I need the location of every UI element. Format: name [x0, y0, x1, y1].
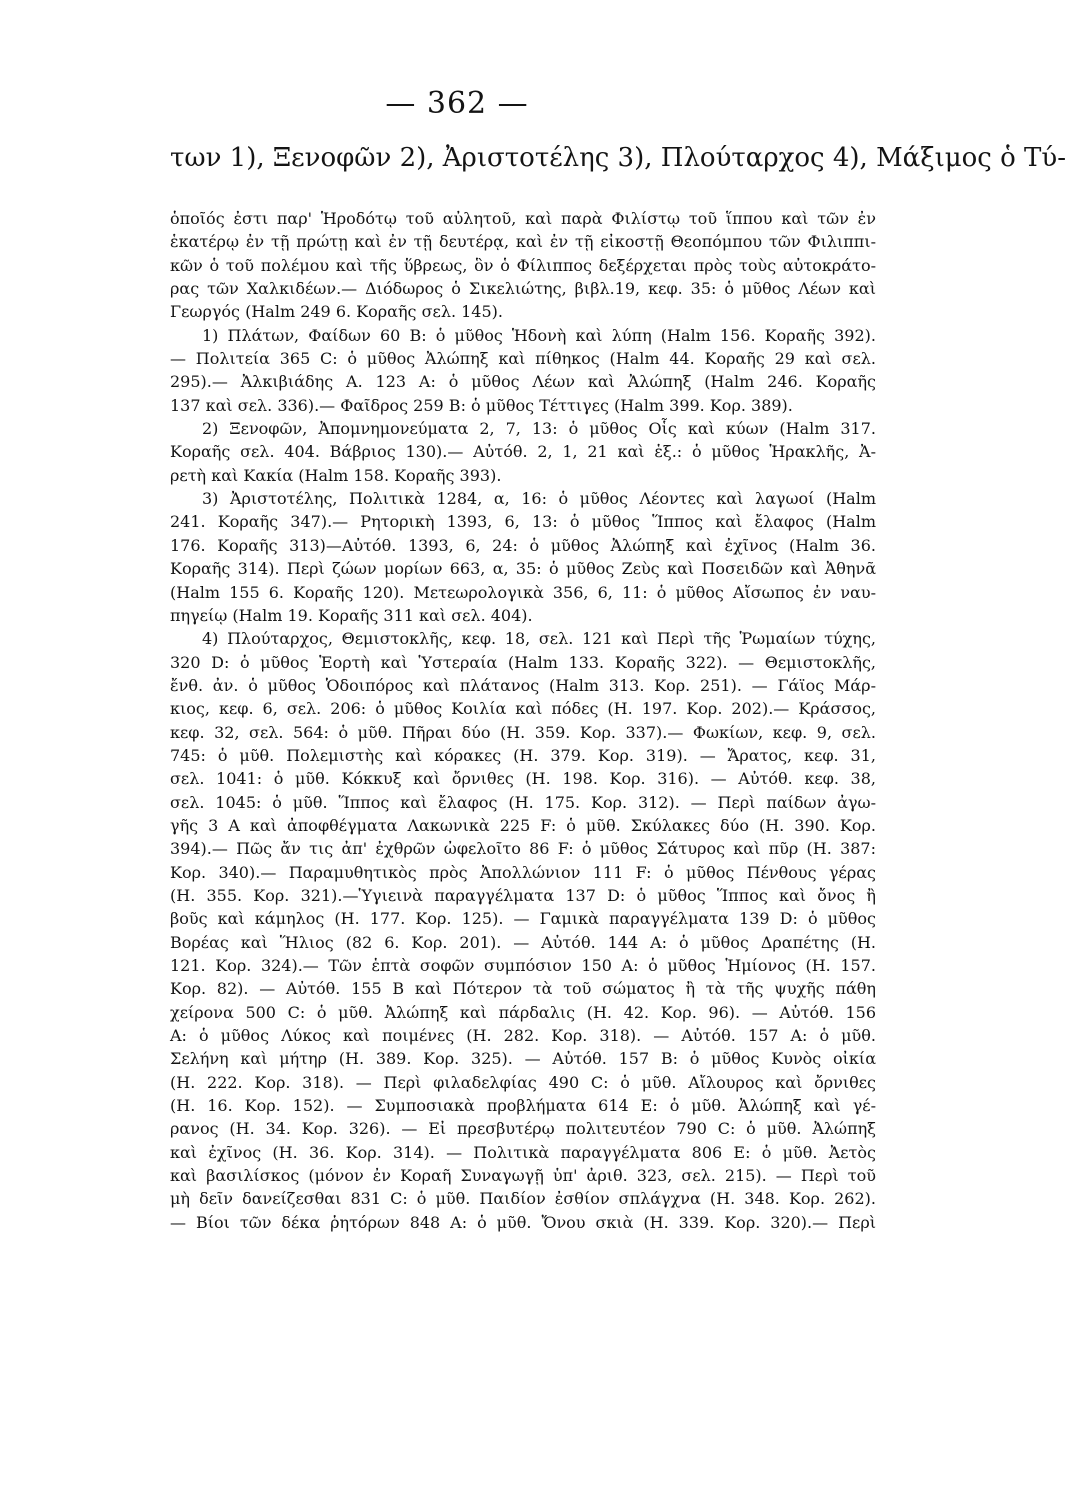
footnote-line: ἑκατέρῳ ἐν τῇ πρώτῃ καὶ ἐν τῇ δευτέρᾳ, καὶ ἐν τῇ εἰκοστῇ Θεοπόμπου τῶν Φιλιππι- [170, 232, 876, 252]
footnote-line: σελ. 1041: ὁ μῦθ. Κόκκυξ καὶ ὄρνιθες (H. 198. Κορ. 316). — Αὐτόθ. κεφ. 38, [170, 769, 876, 789]
footnote-line: (H. 355. Κορ. 321).—Ὑγιεινὰ παραγγέλματα 137 D: ὁ μῦθος Ἵππος καὶ ὄνος ἢ [170, 885, 876, 905]
footnote-line: ὁποῖός ἐστι παρ' Ἡροδότῳ τοῦ αὐλητοῦ, καὶ παρὰ Φιλίστῳ τοῦ ἵππου καὶ τῶν ἐν [170, 209, 876, 228]
footnote-line: γῆς 3 Α καὶ ἀποφθέγματα Λακωνικὰ 225 F: ὁ μῦθ. Σκύλακες δύο (H. 390. Κορ. [170, 815, 876, 835]
footnote-line: 320 D: ὁ μῦθος Ἑορτὴ καὶ Ὑστεραία (Halm 133. Κοραῆς 322). — Θεμιστοκλῆς, [170, 652, 876, 672]
footnote-line: Γεωργός (Halm 249 6. Κοραῆς σελ. 145). [170, 302, 503, 322]
footnote-line: (H. 16. Κορ. 152). — Συμποσιακὰ προβλήματα 614 E: ὁ μῦθ. Ἀλώπηξ καὶ γέ- [170, 1096, 876, 1116]
footnote-line: 394).— Πῶς ἄν τις ἀπ' ἐχθρῶν ὠφελοῖτο 86 F: ὁ μῦθος Σάτυρος καὶ πῦρ (H. 387: [170, 839, 876, 859]
footnote-line: 4) Πλούταρχος, Θεμιστοκλῆς, κεφ. 18, σελ. 121 καὶ Περὶ τῆς Ῥωμαίων τύχης, [202, 629, 876, 649]
footnote-line: καὶ ἐχῖνος (H. 36. Κορ. 314). — Πολιτικὰ παραγγέλματα 806 E: ὁ μῦθ. Ἀετὸς [170, 1142, 876, 1162]
footnote-line: 745: ὁ μῦθ. Πολεμιστὴς καὶ κόρακες (H. 379. Κορ. 319). — Ἄρατος, κεφ. 31, [170, 745, 876, 765]
footnote-line: κεφ. 32, σελ. 564: ὁ μῦθ. Πῆραι δύο (H. 359. Κορ. 337).— Φωκίων, κεφ. 9, σελ. [170, 722, 876, 742]
footnote-line: 1) Πλάτων, Φαίδων 60 B: ὁ μῦθος Ἡδονὴ καὶ λύπη (Halm 156. Κοραῆς 392). [202, 325, 876, 345]
footnote-line: 3) Ἀριστοτέλης, Πολιτικὰ 1284, α, 16: ὁ μῦθος Λέοντες καὶ λαγωοί (Halm [202, 489, 876, 509]
footnote-line: 295).— Ἀλκιβιάδης Α. 123 Α: ὁ μῦθος Λέων καὶ Ἀλώπηξ (Halm 246. Κοραῆς [170, 372, 876, 392]
footnote-line: χείρονα 500 C: ὁ μῦθ. Ἀλώπηξ καὶ πάρδαλις (H. 42. Κορ. 96). — Αὐτόθ. 156 [170, 1002, 876, 1022]
footnote-line: ρανος (H. 34. Κορ. 326). — Εἰ πρεσβυτέρῳ πολιτευτέον 790 C: ὁ μῦθ. Ἀλώπηξ [170, 1119, 876, 1139]
footnote-line: 2) Ξενοφῶν, Ἀπομνημονεύματα 2, 7, 13: ὁ μῦθος Οἷς καὶ κύων (Halm 317. [202, 419, 876, 439]
footnotes [170, 207, 876, 1234]
footnote-line: πηγείῳ (Halm 19. Κοραῆς 311 καὶ σελ. 404). [170, 605, 533, 625]
footnote-line: ρας τῶν Χαλκιδέων.— Διόδωρος ὁ Σικελιώτης, βιβλ.19, κεφ. 35: ὁ μῦθος Λέων καὶ [170, 279, 876, 299]
footnote-line: κιος, κεφ. 6, σελ. 206: ὁ μῦθος Κοιλία καὶ πόδες (H. 197. Κορ. 202).— Κράσσος, [170, 699, 876, 719]
footnote-line: 241. Κοραῆς 347).— Ρητορικὴ 1393, 6, 13: ὁ μῦθος Ἵππος καὶ ἔλαφος (Halm [170, 512, 876, 532]
footnote-line: μὴ δεῖν δανείζεσθαι 831 C: ὁ μῦθ. Παιδίον ἐσθίον σπλάγχνα (H. 348. Κορ. 262). [170, 1189, 876, 1209]
footnote-line: Κορ. 82). — Αὐτόθ. 155 B καὶ Πότερον τὰ τοῦ σώματος ἢ τὰ τῆς ψυχῆς πάθη [170, 979, 876, 999]
footnote-line: ρετὴ καὶ Κακία (Halm 158. Κοραῆς 393). [170, 465, 502, 485]
footnote-line: — Πολιτεία 365 C: ὁ μῦθος Ἀλώπηξ καὶ πίθηκος (Halm 44. Κοραῆς 29 καὶ σελ. [170, 349, 876, 369]
page-number: — 362 — [385, 86, 529, 121]
footnote-line: 137 καὶ σελ. 336).— Φαῖδρος 259 Β: ὁ μῦθος Τέττιγες (Halm 399. Κορ. 389). [170, 395, 793, 415]
main-text-line: των 1), Ξενοφῶν 2), Ἀριστοτέλης 3), Πλούταρχος 4), Μάξιμος ὁ Τύ- [170, 143, 1066, 173]
footnote-line: βοῦς καὶ κάμηλος (H. 177. Κορ. 125). — Γαμικὰ παραγγέλματα 139 D: ὁ μῦθος [170, 909, 876, 929]
footnote-line: 121. Κορ. 324).— Τῶν ἑπτὰ σοφῶν συμπόσιον 150 Α: ὁ μῦθος Ἡμίονος (H. 157. [170, 956, 876, 975]
footnote-line: σελ. 1045: ὁ μῦθ. Ἵππος καὶ ἔλαφος (H. 175. Κορ. 312). — Περὶ παίδων ἀγω- [170, 792, 876, 812]
footnote-line: Σελήνη καὶ μήτηρ (H. 389. Κορ. 325). — Αὐτόθ. 157 B: ὁ μῦθος Κυνὸς οἰκία [170, 1049, 876, 1069]
footnote-line: Κορ. 340).— Παραμυθητικὸς πρὸς Ἀπολλώνιον 111 F: ὁ μῦθος Πένθους γέρας [170, 862, 876, 882]
footnote-line: Κοραῆς σελ. 404. Βάβριος 130).— Αὐτόθ. 2, 1, 21 καὶ ἑξ.: ὁ μῦθος Ἡρακλῆς, Ἀ- [170, 442, 876, 462]
footnote-line: (H. 222. Κορ. 318). — Περὶ φιλαδελφίας 490 C: ὁ μῦθ. Αἴλουρος καὶ ὄρνιθες [170, 1072, 876, 1092]
footnote-line: (Halm 155 6. Κοραῆς 120). Μετεωρολογικὰ 356, 6, 11: ὁ μῦθος Αἴσωπος ἐν ναυ- [170, 582, 876, 602]
footnote-line: — Βίοι τῶν δέκα ῥητόρων 848 Α: ὁ μῦθ. Ὄνου σκιὰ (H. 339. Κορ. 320).— Περὶ [170, 1212, 877, 1232]
footnote-line: κῶν ὁ τοῦ πολέμου καὶ τῆς ὕβρεως, ὃν ὁ Φίλιππος δεξέρχεται πρὸς τοὺς αὐτοκράτο- [170, 255, 876, 275]
footnote-line: Α: ὁ μῦθος Λύκος καὶ ποιμένες (H. 282. Κορ. 318). — Αὐτόθ. 157 Α: ὁ μῦθ. [170, 1026, 876, 1046]
footnote-line: Κοραῆς 314). Περὶ ζώων μορίων 663, α, 35: ὁ μῦθος Ζεὺς καὶ Ποσειδῶν καὶ Ἀθηνᾶ [170, 559, 876, 579]
footnote-line: καὶ βασιλίσκος (μόνον ἐν Κοραῆ Συναγωγῇ ὑπ' ἀριθ. 323, σελ. 215). — Περὶ τοῦ [170, 1166, 876, 1186]
footnote-line: ἔνθ. ἀν. ὁ μῦθος Ὁδοιπόρος καὶ πλάτανος (Halm 313. Κορ. 251). — Γάϊος Μάρ- [170, 675, 876, 695]
footnote-line: Βορέας καὶ Ἥλιος (82 6. Κορ. 201). — Αὐτόθ. 144 Α: ὁ μῦθος Δραπέτης (H. [170, 932, 876, 952]
footnote-line: 176. Κοραῆς 313)—Αὐτόθ. 1393, 6, 24: ὁ μῦθος Ἀλώπηξ καὶ ἐχῖνος (Halm 36. [170, 535, 876, 555]
